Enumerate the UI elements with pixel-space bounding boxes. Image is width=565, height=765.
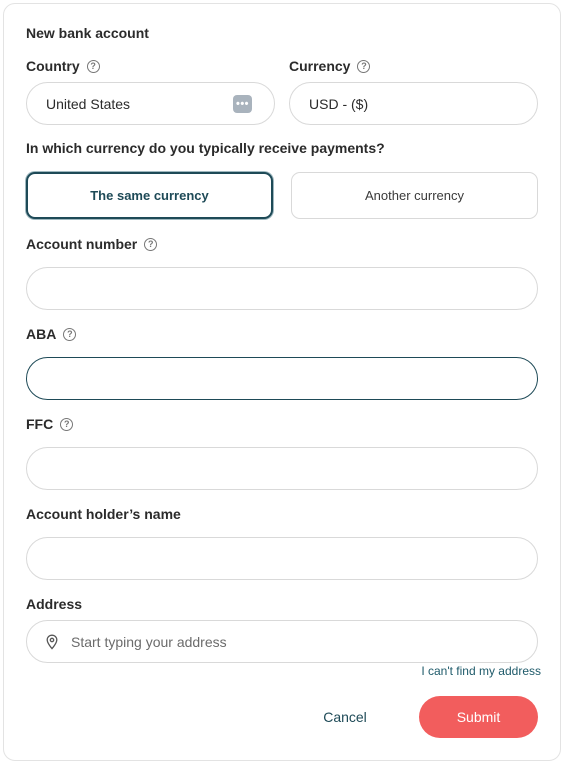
currency-label: Currency [289,58,351,74]
another-currency-label: Another currency [365,188,464,203]
same-currency-option[interactable] [26,172,273,219]
aba-label-group [26,326,76,343]
currency-question: In which currency do you typically receive payments? [26,140,385,156]
help-icon[interactable]: ? [357,60,370,73]
help-icon[interactable]: ? [63,328,76,341]
ffc-input[interactable] [26,447,538,490]
account-number-input[interactable] [26,267,538,310]
country-value: United States [46,95,131,112]
holder-name-label: Account holder’s name [26,506,181,522]
country-label-group [26,58,100,75]
same-currency-label: The same currency [90,188,209,203]
cancel-button[interactable]: Cancel [300,697,390,737]
currency-select[interactable] [289,82,538,125]
aba-input[interactable] [26,357,538,400]
ffc-label-group [26,416,73,433]
ffc-label: FFC [26,416,54,432]
address-label: Address [26,596,83,612]
location-pin-icon [45,634,59,650]
address-input[interactable] [26,620,538,663]
help-icon[interactable]: ? [87,60,100,73]
form-title: New bank account [26,25,149,41]
another-currency-option[interactable] [291,172,538,219]
cant-find-address-link[interactable]: I can't find my address [421,664,541,678]
country-select[interactable] [26,82,275,125]
currency-label-group [289,58,370,75]
select-more-icon: ••• [233,95,252,113]
address-placeholder: Start typing your address [71,633,227,650]
holder-name-input[interactable] [26,537,538,580]
country-label: Country [26,58,80,74]
help-icon[interactable]: ? [144,238,157,251]
submit-button[interactable]: Submit [419,696,538,738]
address-label-group [26,596,82,613]
aba-label: ABA [26,326,57,342]
currency-value: USD - ($) [309,95,369,112]
account-number-label: Account number [26,236,138,252]
account-number-label-group [26,236,157,253]
holder-name-label-group [26,506,181,523]
help-icon[interactable]: ? [60,418,73,431]
